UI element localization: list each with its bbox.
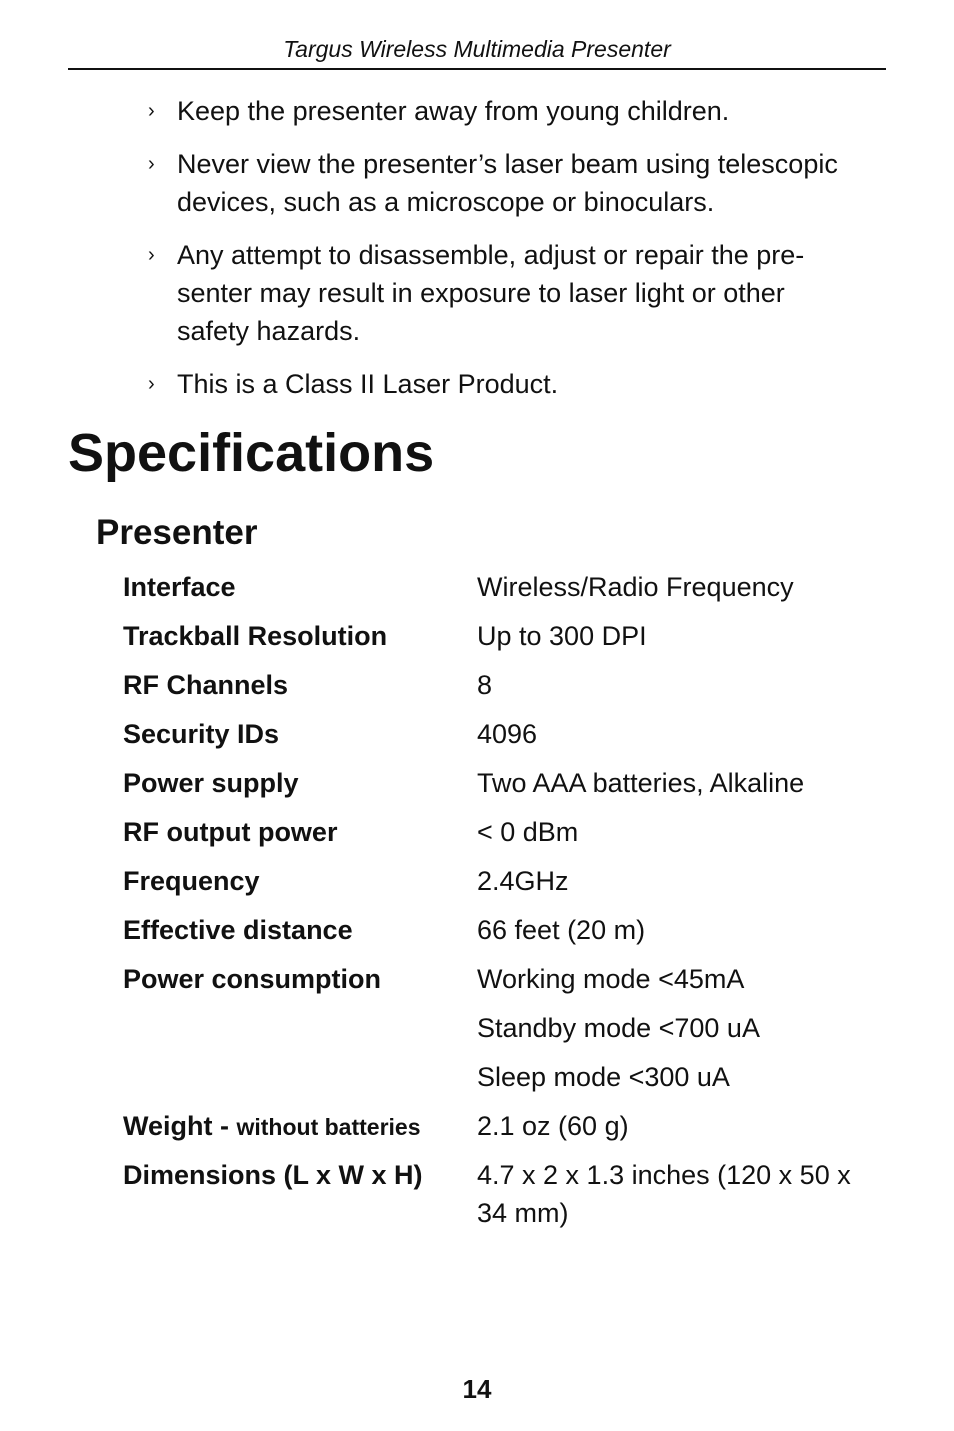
spec-label: RF output power xyxy=(123,817,338,847)
spec-label: Frequency xyxy=(123,866,260,896)
spec-value-line: 4.7 x 2 x 1.3 inches (120 x 50 x xyxy=(477,1160,851,1190)
spec-value xyxy=(477,911,893,949)
spec-row xyxy=(123,666,893,704)
spec-row xyxy=(123,1156,893,1232)
spec-label-qualifier: without batteries xyxy=(236,1114,421,1140)
spec-value xyxy=(477,764,893,802)
bullet-text-line: Any attempt to disassemble, adjust or repair the pre- xyxy=(177,240,805,270)
spec-value xyxy=(477,1156,893,1232)
spec-value-line: Sleep mode <300 uA xyxy=(477,1062,730,1092)
spec-table xyxy=(123,568,893,1243)
bullet-text-line: Never view the presenter’s laser beam using telescopic xyxy=(177,149,838,179)
spec-value-line: Two AAA batteries, Alkaline xyxy=(477,768,805,798)
bullet-chevron-icon: › xyxy=(148,373,155,395)
bullet-text-line: senter may result in exposure to laser light or other xyxy=(177,278,785,308)
spec-label: Interface xyxy=(123,572,236,602)
spec-row xyxy=(123,568,893,606)
spec-label: Security IDs xyxy=(123,719,280,749)
spec-row xyxy=(123,911,893,949)
spec-label: Effective distance xyxy=(123,915,353,945)
spec-row xyxy=(123,813,893,851)
subsection-title: Presenter xyxy=(96,513,258,552)
safety-bullet xyxy=(148,145,888,221)
spec-value-line: < 0 dBm xyxy=(477,817,579,847)
spec-row xyxy=(123,715,893,753)
spec-value xyxy=(477,813,893,851)
spec-value-line: Working mode <45mA xyxy=(477,964,745,994)
spec-value-line: 4096 xyxy=(477,719,538,749)
spec-row xyxy=(123,862,893,900)
spec-value-line: 34 mm) xyxy=(477,1198,569,1228)
spec-label: Power supply xyxy=(123,768,299,798)
bullet-text-line: safety hazards. xyxy=(177,316,361,346)
spec-value xyxy=(477,715,893,753)
spec-value-line: Up to 300 DPI xyxy=(477,621,647,651)
spec-label: Power consumption xyxy=(123,964,382,994)
safety-bullet xyxy=(148,365,888,403)
bullet-chevron-icon: › xyxy=(148,100,155,122)
spec-row xyxy=(123,764,893,802)
spec-label: RF Channels xyxy=(123,670,289,700)
spec-row xyxy=(123,1107,893,1145)
spec-label xyxy=(123,1107,421,1146)
bullet-text-line: devices, such as a microscope or binoculars. xyxy=(177,187,715,217)
spec-label-main: Weight - xyxy=(123,1111,237,1141)
spec-value xyxy=(477,666,893,704)
bullet-text-line: Keep the presenter away from young children. xyxy=(177,96,730,126)
spec-value-line: Standby mode <700 uA xyxy=(477,1013,760,1043)
running-header-title: Targus Wireless Multimedia Presenter xyxy=(283,36,671,62)
spec-label: Dimensions (L x W x H) xyxy=(123,1160,423,1190)
spec-value xyxy=(477,862,893,900)
spec-row xyxy=(123,617,893,655)
spec-value xyxy=(477,617,893,655)
safety-bullet xyxy=(148,236,888,350)
spec-label: Trackball Resolution xyxy=(123,621,388,651)
header-rule xyxy=(68,68,886,70)
safety-bullet-list xyxy=(148,92,888,418)
spec-value xyxy=(477,1107,893,1145)
spec-value-line: 2.1 oz (60 g) xyxy=(477,1111,629,1141)
section-title: Specifications xyxy=(68,423,435,483)
page-number: 14 xyxy=(462,1374,492,1404)
spec-value-line: Wireless/Radio Frequency xyxy=(477,572,794,602)
bullet-chevron-icon: › xyxy=(148,244,155,266)
safety-bullet xyxy=(148,92,888,130)
spec-value-line: 2.4GHz xyxy=(477,866,569,896)
spec-value-line: 66 feet (20 m) xyxy=(477,915,646,945)
spec-value xyxy=(477,960,893,1096)
bullet-chevron-icon: › xyxy=(148,153,155,175)
spec-value-line: 8 xyxy=(477,670,493,700)
spec-row xyxy=(123,960,893,1096)
spec-value xyxy=(477,568,893,606)
bullet-text-line: This is a Class II Laser Product. xyxy=(177,369,559,399)
